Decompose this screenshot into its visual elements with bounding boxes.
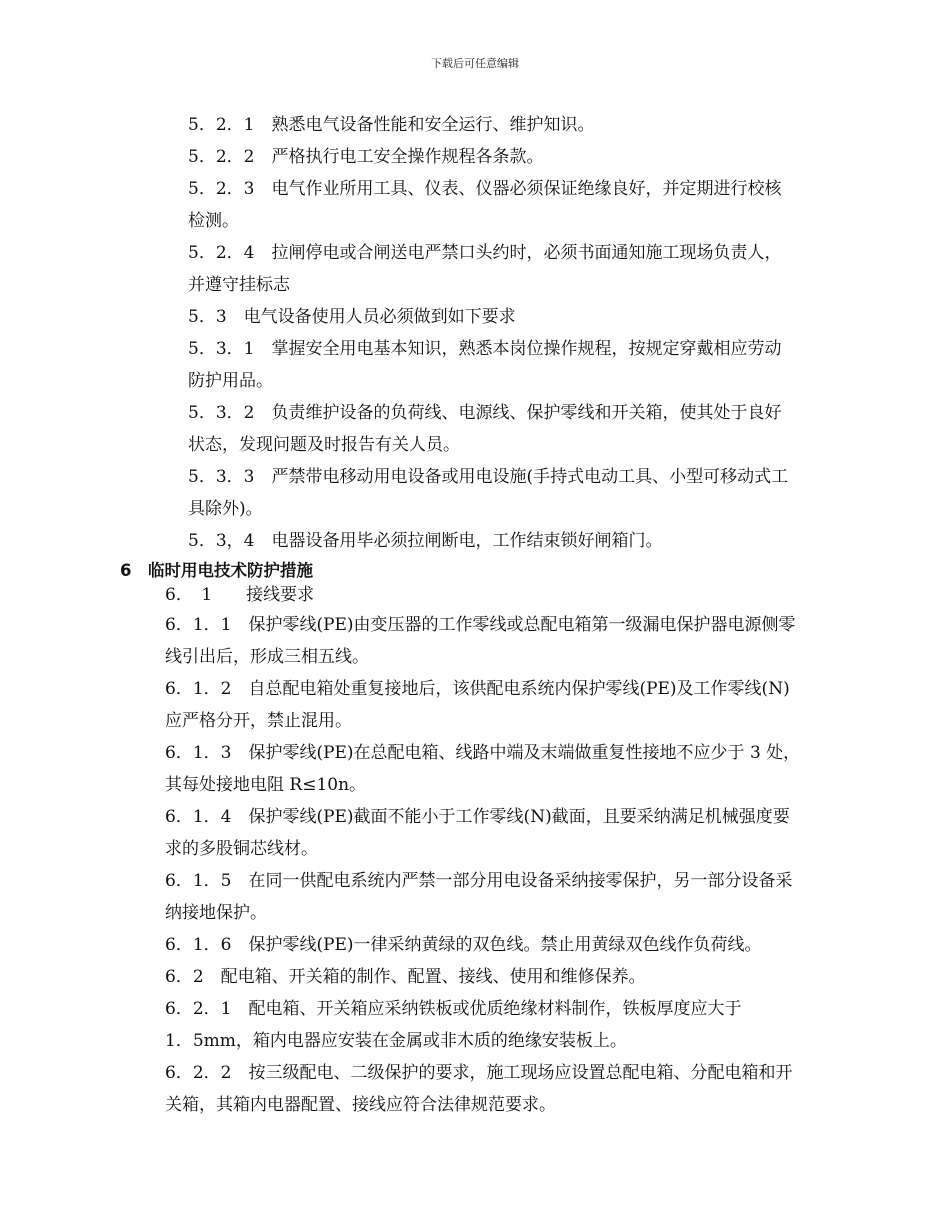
clause-6-2-2-cont: 关箱，其箱内电器配置、接线应符合法律规范要求。 [165,1095,556,1115]
clause-6-2-2: 6．2．2 按三级配电、二级保护的要求，施工现场应设置总配电箱、分配电箱和开 [165,1063,793,1083]
clause-6-1-4-cont: 求的多股铜芯线材。 [165,839,318,859]
clause-5-2-2: 5．2．2 严格执行电工安全操作规程各条款。 [188,147,544,167]
clause-6-1-2: 6．1．2 自总配电箱处重复接地后，该供配电系统内保护零线(PE)及工作零线(N) [165,679,790,699]
clause-5-2-4-cont: 并遵守挂标志 [188,275,290,295]
clause-6-1-3: 6．1．3 保护零线(PE)在总配电箱、线路中端及末端做重复性接地不应少于 3 处， [165,743,801,763]
clause-6-1-5: 6．1．5 在同一供配电系统内严禁一部分用电设备采纳接零保护，另一部分设备采 [165,871,793,891]
clause-6-2-1-cont: 1．5mm，箱内电器应安装在金属或非木质的绝缘安装板上。 [165,1031,627,1051]
clause-5-2-3: 5．2．3 电气作业所用工具、仪表、仪器必须保证绝缘良好，并定期进行校核 [188,179,782,199]
clause-5-3-2-cont: 状态，发现问题及时报告有关人员。 [188,435,460,455]
clause-5-2-3-cont: 检测。 [188,211,239,231]
clause-6-1-1: 6．1．1 保护零线(PE)由变压器的工作零线或总配电箱第一级漏电保护器电源侧零 [165,615,796,635]
clause-5-2-1: 5．2．1 熟悉电气设备性能和安全运行、维护知识。 [188,115,595,135]
clause-6-1-1-cont: 线引出后，形成三相五线。 [165,647,369,667]
clause-5-3: 5．3 电气设备使用人员必须做到如下要求 [188,307,516,327]
page-header-note: 下载后可任意编辑 [431,57,519,70]
clause-6-1-2-cont: 应严格分开，禁止混用。 [165,711,352,731]
clause-6-1: 6． 1 接线要求 [165,585,315,605]
clause-5-3-1-cont: 防护用品。 [188,371,273,391]
clause-6-2-1: 6．2．1 配电箱、开关箱应采纳铁板或优质绝缘材料制作，铁板厚度应大于 [165,999,742,1019]
clause-6-2: 6．2 配电箱、开关箱的制作、配置、接线、使用和维修保养。 [165,967,646,987]
section-6-heading: 6 临时用电技术防护措施 [120,561,313,580]
clause-6-1-4: 6．1．4 保护零线(PE)截面不能小于工作零线(N)截面，且要采纳满足机械强度要 [165,807,790,827]
clause-5-3-3-cont: 具除外)。 [188,499,263,519]
clause-5-3-1: 5．3．1 掌握安全用电基本知识，熟悉本岗位操作规程，按规定穿戴相应劳动 [188,339,782,359]
clause-6-1-3-cont: 其每处接地电阻 R≤10n。 [165,775,367,795]
clause-5-3-3: 5．3．3 严禁带电移动用电设备或用电设施(手持式电动工具、小型可移动式工 [188,467,789,487]
clause-6-1-5-cont: 纳接地保护。 [165,903,267,923]
clause-6-1-6: 6．1．6 保护零线(PE)一律采纳黄绿的双色线。禁止用黄绿双色线作负荷线。 [165,935,762,955]
clause-5-3-2: 5．3．2 负责维护设备的负荷线、电源线、保护零线和开关箱，使其处于良好 [188,403,782,423]
clause-5-3-4: 5．3，4 电器设备用毕必须拉闸断电，工作结束锁好闸箱门。 [188,531,663,551]
clause-5-2-4: 5．2．4 拉闸停电或合闸送电严禁口头约时，必须书面通知施工现场负责人， [188,243,782,263]
